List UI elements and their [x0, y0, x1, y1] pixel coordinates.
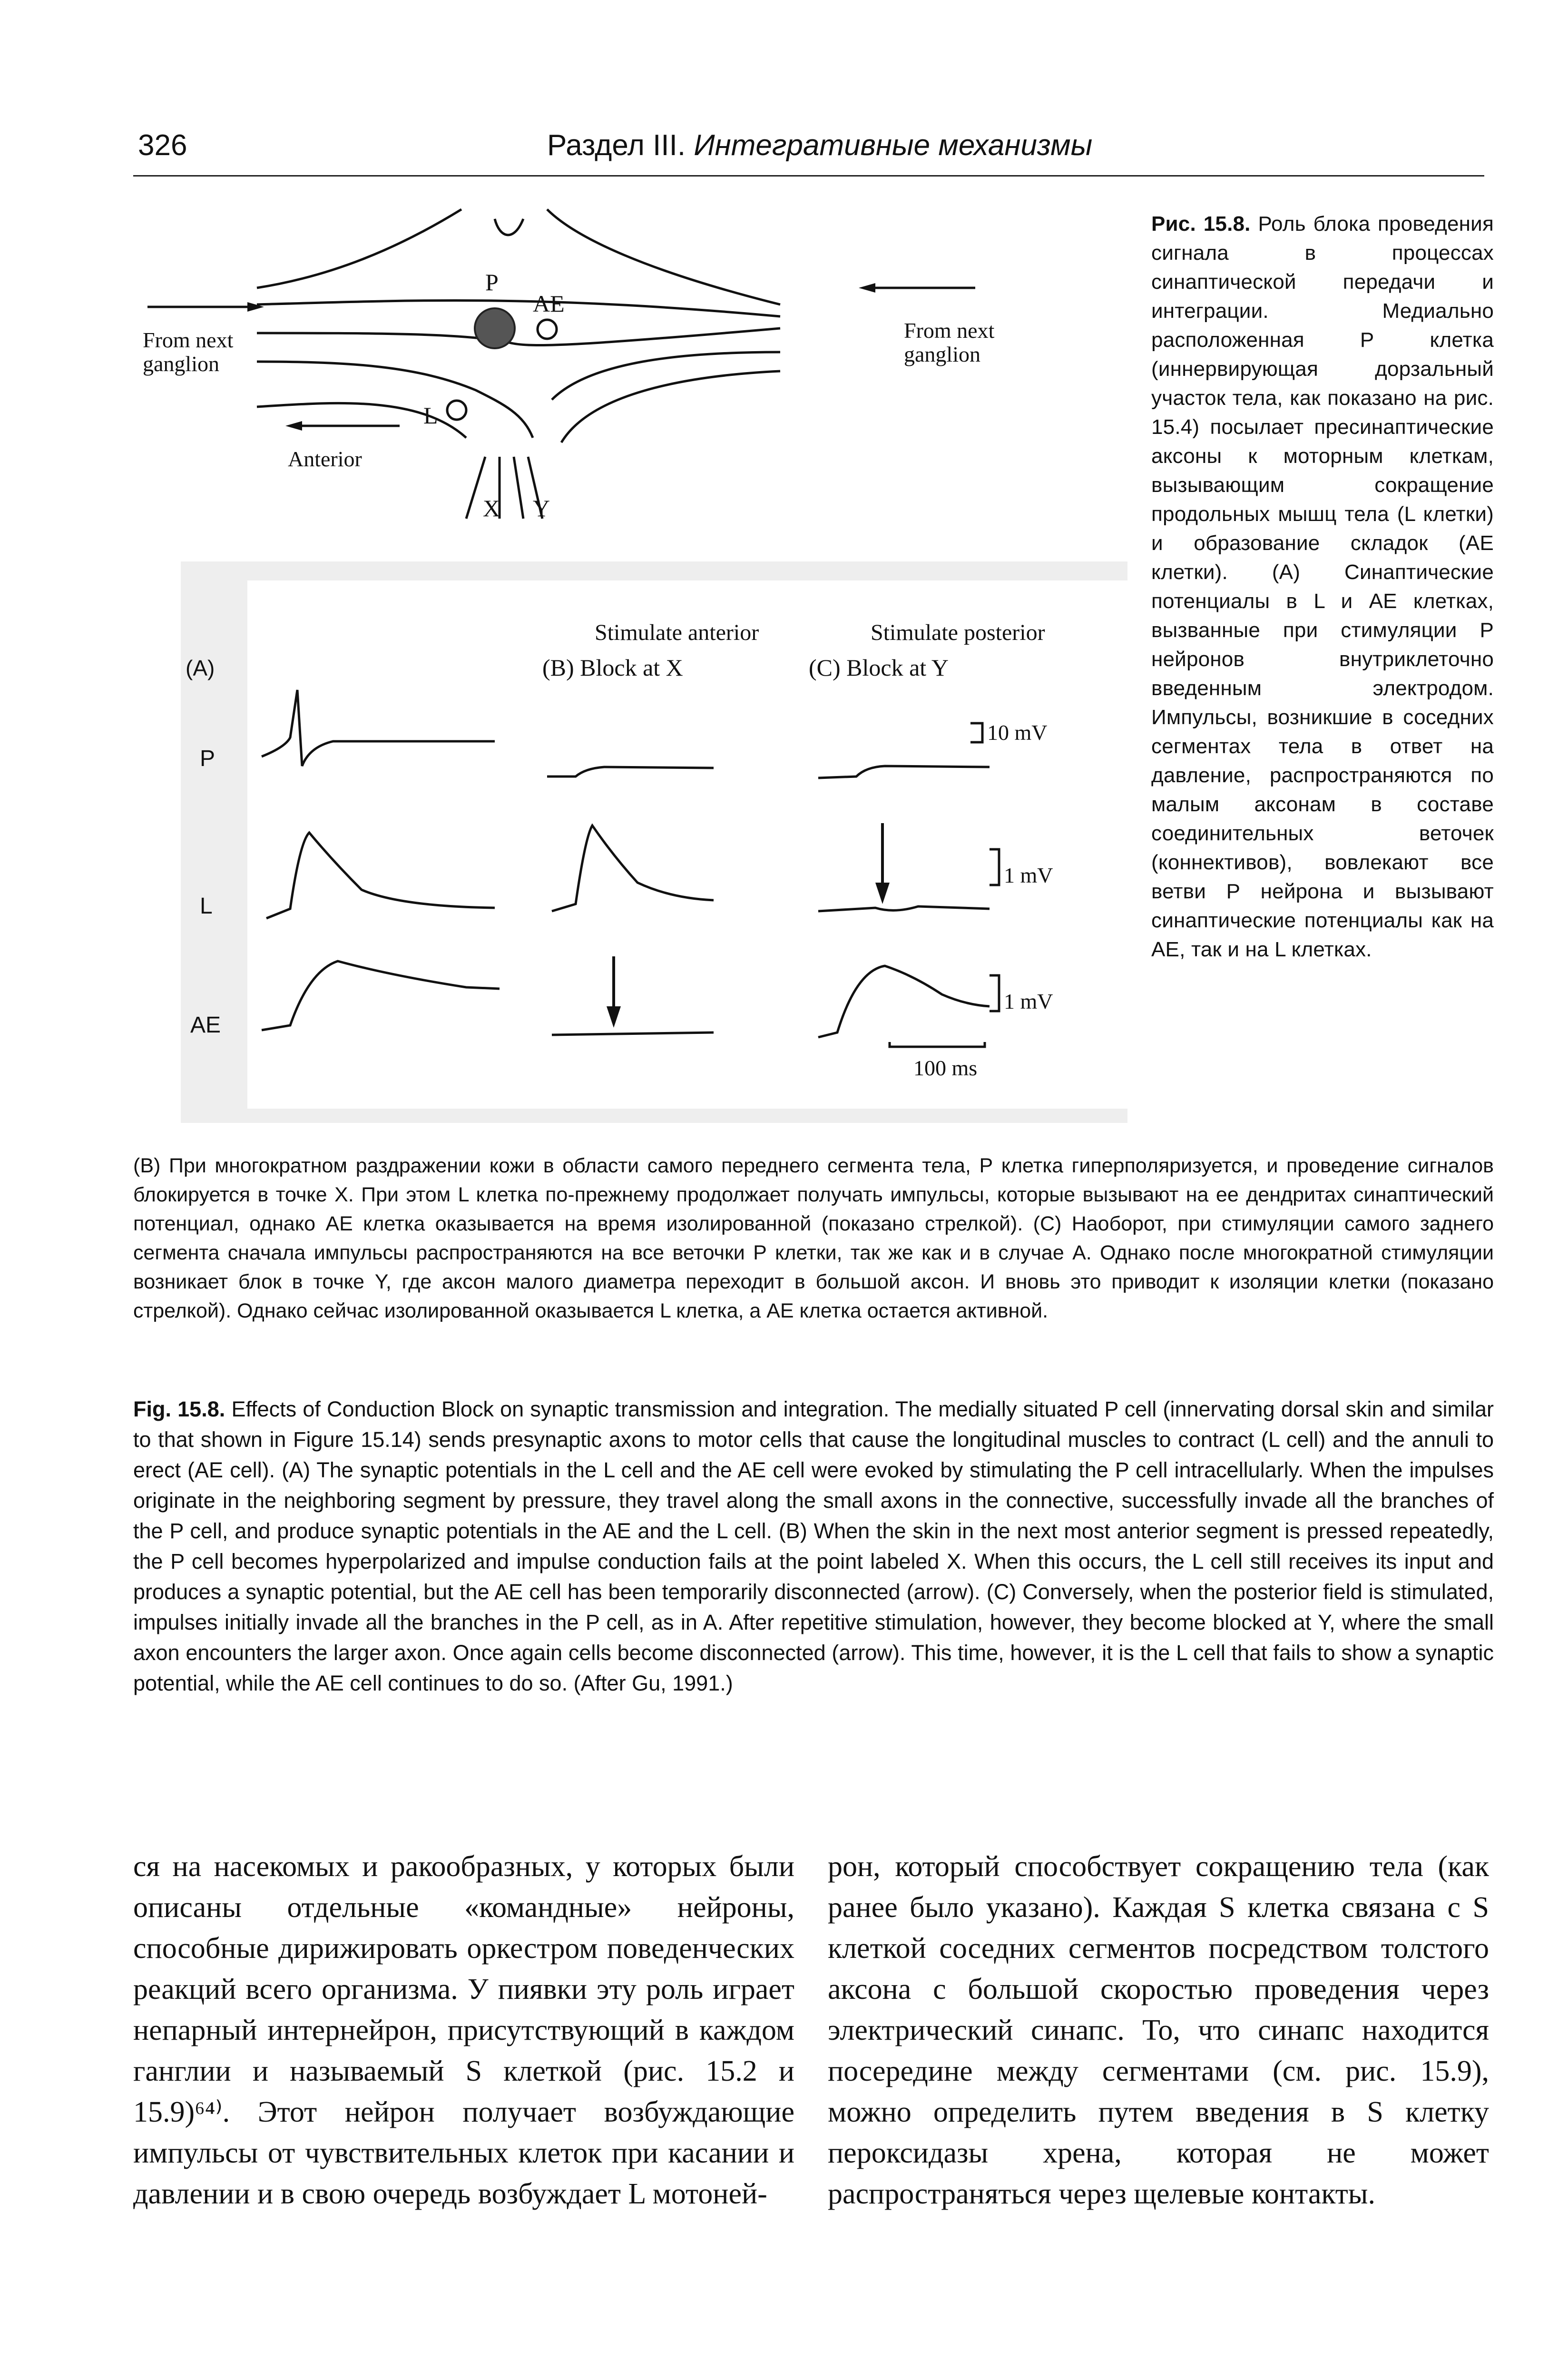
caption-ru-side — [1151, 209, 1494, 964]
scale-label-p: 10 mV — [987, 720, 1048, 745]
panel-c-title: Stimulate posterior — [871, 620, 1045, 645]
row-label-p: P — [200, 746, 216, 771]
panel-b-title: Stimulate anterior — [595, 620, 759, 645]
caption-en-text: Effects of Conduction Block on synaptic transmission and integration. The medially situated P cell (innervating dorsal skin and similar to that shown in Figure 15.14) sends presynaptic axons to motor cells that cause the longitudinal muscles to contract (L cell) and the annuli to erect (AE cell). (A) The synaptic potentials in the L cell and the AE cell were evoked by stimulating the P cell intracellularly. When the impulses originate in the neighboring segment by pressure, they travel along the small axons in the connective, successfully invade all the branches of the P cell, and produce synaptic potentials in the AE and the L cell. (B) When the skin in the next most anterior segment is pressed repeatedly, the P cell becomes hyperpolarized and impulse conduction fails at the point labeled X. When this occurs, the L cell still receives its input and produces a synaptic potential, but the AE cell has been temporarily disconnected (arrow). (C) Conversely, when the posterior field is stimulated, impulses initially invade all the branches in the P cell, as in A. After repetitive stimulation, however, they become blocked at Y, where the small axon encounters the larger axon. Once again cells become disconnected (arrow). This time, however, it is the L cell that fails to show a synaptic potential, while the AE cell continues to do so. (After Gu, 1991.) — [133, 1397, 1494, 1695]
row-label-l: L — [200, 894, 213, 919]
panel-c-label: (C) Block at Y — [809, 654, 949, 681]
panel-b-label: (B) Block at X — [542, 654, 683, 681]
body-text-left-column: ся на насекомых и ракообразных, у которых были описаны отдельные «командные» нейроны, способные дирижировать оркестром поведенческих реакций всего организма. У пиявки эту роль играет непарный интернейрон, присутствующий в каждом ганглии и называемый S клеткой (рис. 15.2 и 15.9)⁶⁴⁾. Этот нейрон получает возбуждающие импульсы от чувствительных клеток при касании и давлении и в свою очередь возбуждает L мотоней- — [133, 1850, 794, 2210]
figure-svg — [133, 190, 1132, 1142]
l-cell — [447, 401, 466, 420]
p-cell — [475, 308, 515, 348]
arrow-left-in-icon — [147, 302, 264, 312]
caption-ru-side-text: Роль блока проведения сигнала в процессах синаптической передачи и интеграции. Медиально расположенная Р клетка (иннервирующая дорзальный участок тела, как показано на рис. 15.4) посылает пресинаптические аксоны к моторным клеткам, вызывающим сокращение продольных мышц тела (L клетки) и образование складок (АЕ клетки). (А) Синаптические потенциалы в L и АЕ клетках, вызванные при стимуляции Р нейронов внутриклеточно введенным электродом. Импульсы, возникшие в соседних сегментах тела в ответ на давление, распространяются по малым аксонам в составе соединительных веточек (коннективов), вовлекают все ветви Р нейрона и вызывают синаптические потенциалы как на АЕ, так и на L клетках. — [1151, 212, 1494, 961]
body-text-right-column: рон, который способствует сокращению тела (как ранее было указано). Каждая S клетка связана с S клеткой соседних сегментов посредством толстого аксона с большой скоростью проведения через электрический синапс. То, что синапс находится посередине между сегментами (см. рис. 15.9), можно определить путем введения в S клетку пероксидазы хрена, которая не может распространяться через щелевые контакты. — [828, 1850, 1489, 2210]
label-from-next-ganglion-right-1: From next — [904, 318, 995, 343]
label-from-next-ganglion-left-2: ganglion — [143, 352, 219, 376]
section-title: Интегративные механизмы — [694, 129, 1093, 162]
label-anterior: Anterior — [288, 447, 362, 471]
caption-en-label: Fig. 15.8. — [133, 1397, 225, 1421]
label-from-next-ganglion-right-2: ganglion — [904, 342, 980, 366]
ganglion-diagram — [257, 209, 780, 519]
arrow-right-in-icon — [859, 283, 975, 293]
header-rule — [133, 175, 1484, 177]
section-label: Раздел III. — [547, 129, 686, 162]
label-l-cell: L — [423, 402, 438, 429]
arrow-anterior-icon — [285, 421, 400, 431]
label-ae-cell: AE — [533, 290, 565, 317]
scale-label-time: 100 ms — [913, 1056, 978, 1080]
figure-15-8 — [133, 190, 1132, 1142]
label-p-cell: P — [485, 269, 499, 295]
label-point-x: X — [483, 495, 500, 521]
row-label-ae: AE — [190, 1013, 221, 1038]
scale-label-l: 1 mV — [1004, 863, 1053, 887]
caption-ru-full: (В) При многократном раздражении кожи в области самого переднего сегмента тела, Р клетка гиперполяризуется, и проведение сигналов блокируется в точке X. При этом L клетка по-прежнему продолжает получать импульсы, которые вызывают на ее дендритах синаптический потенциал, однако АЕ клетка оказывается на время изолированной (показано стрелкой). (С) Наоборот, при стимуляции самого заднего сегмента сначала импульсы распространяются на все веточки Р клетки, так же как и в случае А. Однако после многократной стимуляции возникает блок в точке Y, где аксон малого диаметра переходит в большой аксон. И вновь это приводит к изоляции клетки (показано стрелкой). Однако сейчас изолированной оказывается L клетка, а АЕ клетка остается активной. — [133, 1154, 1494, 1322]
ae-cell — [538, 320, 557, 339]
traces-panel-inner — [247, 580, 1127, 1109]
label-from-next-ganglion-left-1: From next — [143, 328, 234, 352]
scale-label-ae: 1 mV — [1004, 989, 1053, 1013]
running-head — [547, 128, 1092, 162]
page-number: 326 — [138, 129, 187, 162]
caption-en — [133, 1394, 1494, 1699]
panel-a-label: (A) — [186, 656, 215, 680]
caption-ru-label: Рис. 15.8. — [1151, 212, 1251, 236]
label-point-y: Y — [533, 495, 550, 521]
